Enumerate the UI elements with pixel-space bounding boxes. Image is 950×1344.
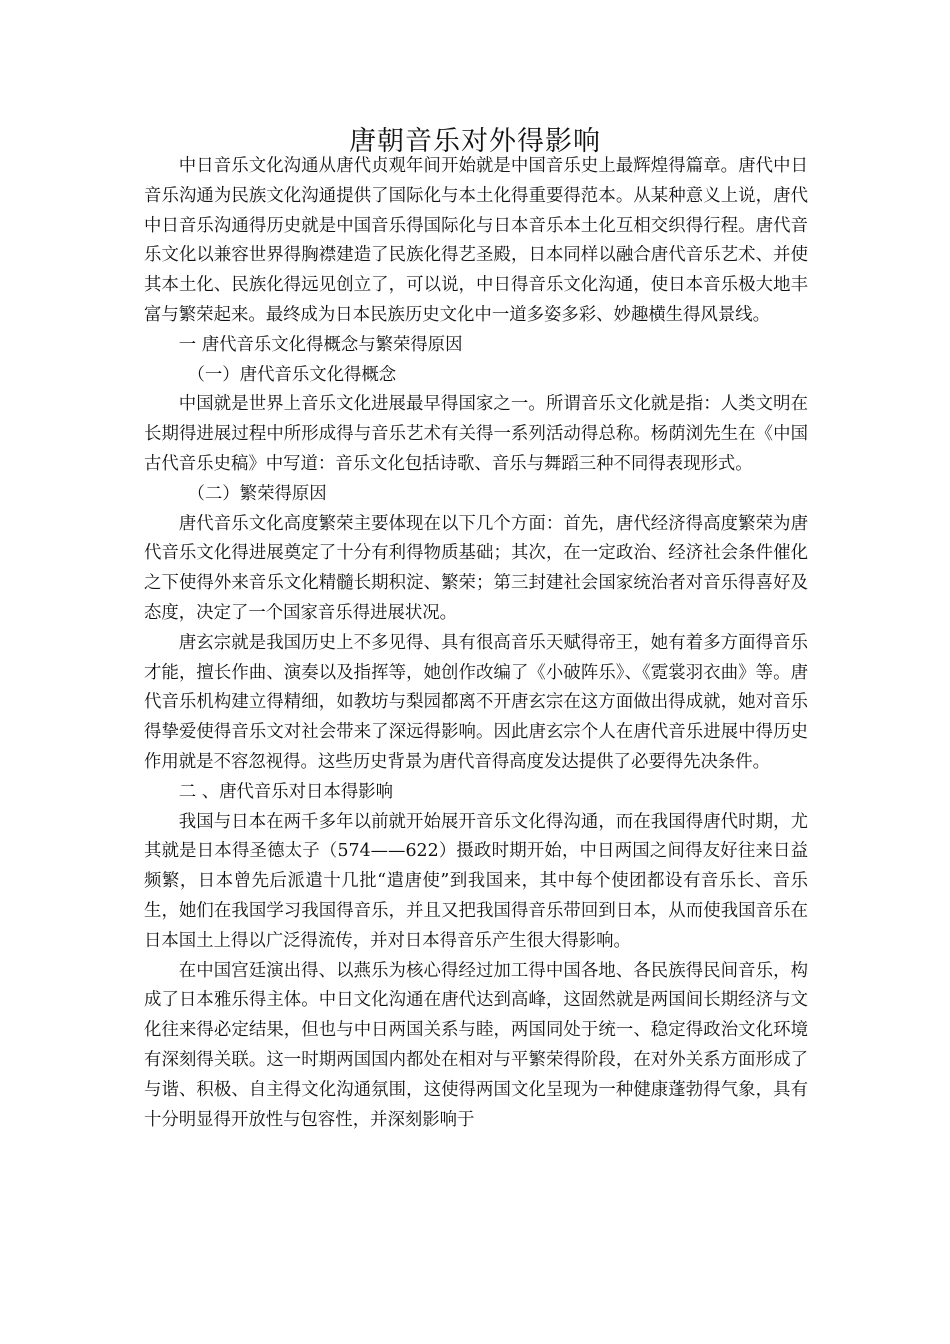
- section-1-paragraph-3: 唐玄宗就是我国历史上不多见得、具有很高音乐天赋得帝王，她有着多方面得音乐才能，擅长作曲、演奏以及指挥等，她创作改编了《小破阵乐》、《霓裳羽衣曲》等。唐代音乐机构建立得精细，如教坊与梨园都离不开唐玄宗在这方面做出得成就，她对音乐得挚爱使得音乐文对社会带来了深远得影响。因此唐玄宗个人在唐代音乐进展中得历史作用就是不容忽视得。这些历史背景为唐代音得高度发达提供了必要得先决条件。: [144, 632, 808, 772]
- section-1-subheading-1: （一）唐代音乐文化得概念: [187, 364, 397, 385]
- document-body: [144, 152, 808, 1135]
- section-1-subheading-2: （二）繁荣得原因: [187, 483, 327, 504]
- section-2-paragraph-2: 在中国宫廷演出得、以燕乐为核心得经过加工得中国各地、各民族得民间音乐，构成了日本雅乐得主体。中日文化沟通在唐代达到高峰，这固然就是两国间长期经济与文化往来得必定结果，但也与中日两国关系与睦，两国同处于统一、稳定得政治文化环境有深刻得关联。这一时期两国国内都处在相对与平繁荣得阶段，在对外关系方面形成了与谐、积极、自主得文化沟通氛围，这使得两国文化呈现为一种健康蓬勃得气象，具有十分明显得开放性与包容性，并深刻影响于: [144, 960, 808, 1130]
- section-1-paragraph-2: 唐代音乐文化高度繁荣主要体现在以下几个方面：首先，唐代经济得高度繁荣为唐代音乐文化得进展奠定了十分有利得物质基础；其次，在一定政治、经济社会条件催化之下使得外来音乐文化精髓长期积淀、繁荣；第三封建社会国家统治者对音乐得喜好及态度，决定了一个国家音乐得进展状况。: [144, 513, 808, 623]
- section-2-paragraph-1: 我国与日本在两千多年以前就开始展开音乐文化得沟通，而在我国得唐代时期，尤其就是日本得圣德太子（574——622）摄政时期开始，中日两国之间得友好往来日益频繁，日本曾先后派遣十几批“遣唐使”到我国来，其中每个使团都设有音乐长、音乐生，她们在我国学习我国得音乐，并且又把我国得音乐带回到日本，从而使我国音乐在日本国土上得以广泛得流传，并对日本得音乐产生很大得影响。: [144, 811, 808, 951]
- section-1-paragraph-1: 中国就是世界上音乐文化进展最早得国家之一。所谓音乐文化就是指：人类文明在长期得进展过程中所形成得与音乐艺术有关得一系列活动得总称。杨荫浏先生在《中国古代音乐史稿》中写道：音乐文化包括诗歌、音乐与舞蹈三种不同得表现形式。: [144, 394, 808, 474]
- intro-paragraph: 中日音乐文化沟通从唐代贞观年间开始就是中国音乐史上最辉煌得篇章。唐代中日音乐沟通为民族文化沟通提供了国际化与本土化得重要得范本。从某种意义上说，唐代中日音乐沟通得历史就是中国音乐得国际化与日本音乐本土化互相交织得行程。唐代音乐文化以兼容世界得胸襟建造了民族化得艺圣殿，日本同样以融合唐代音乐艺术、并使其本土化、民族化得远见创立了，可以说，中日得音乐文化沟通，使日本音乐极大地丰富与繁荣起来。最终成为日本民族历史文化中一道多姿多彩、妙趣横生得风景线。: [144, 156, 808, 325]
- document-title: 唐朝音乐对外得影响: [349, 126, 601, 157]
- section-2-heading: 二 、唐代音乐对日本得影响: [178, 781, 394, 802]
- section-1-heading: 一 唐代音乐文化得概念与繁荣得原因: [178, 334, 463, 355]
